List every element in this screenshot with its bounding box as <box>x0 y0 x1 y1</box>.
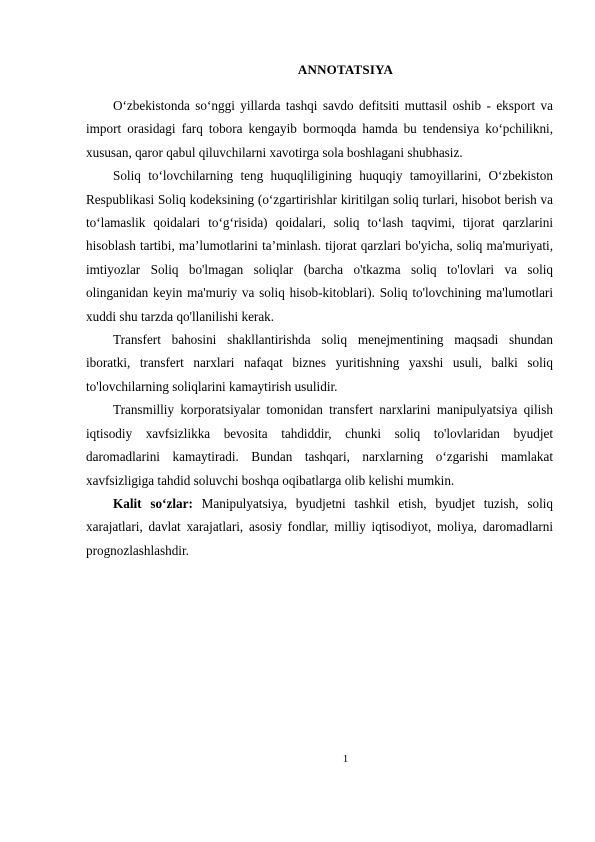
keywords-text: Manipulyatsiya, byudjetni tashkil etish, byudjet tuzish, soliq xarajatlari, davlat xarajatlari, asosiy fondlar, milliy iqtisodiyot, moliya, daromadlarni prognozlashlashdir. <box>86 495 554 558</box>
keywords-paragraph <box>86 492 553 562</box>
abstract-paragraph-2: Soliq to‘lovchilarning teng huquqliligining huquqiy tamoyillarini, O‘zbekiston Respublikasi Soliq kodeksining (o‘zgartirishlar kiritilgan soliq turlari, hisobot berish va to‘lamaslik qoidalari to‘g‘risida) qoidalari, soliq to‘lash taqvimi, tijorat qarzlarini hisoblash tartibi, ma’lumotlarini ta’minlash. tijorat qarzlari bo'yicha, soliq ma'muriyati, imtiyozlar Soliq bo'lmagan soliqlar (barcha o'tkazma soliq to'lovlari va soliq olinganidan keyin ma'muriy va soliq hisob-kitoblari). Soliq to'lovchining ma'lumotlari xuddi shu tarzda qo'llanilishi kerak. <box>86 168 553 324</box>
document-title: ANNOTATSIYA <box>297 62 394 77</box>
abstract-paragraph-4: Transmilliy korporatsiyalar tomonidan transfert narxlarini manipulyatsiya qilish iqtisodiy xavfsizlikka bevosita tahdiddir, chunki soliq to'lovlaridan byudjet daromadlarini kamaytiradi. Bundan tashqari, narxlarning o‘zgarishi mamlakat xavfsizligiga tahdid soluvchi boshqa oqibatlarga olib kelishi mumkin. <box>86 402 553 488</box>
page-number: 1 <box>342 753 349 765</box>
abstract-paragraph-1: O‘zbekistonda so‘nggi yillarda tashqi savdo defitsiti muttasil oshib - eksport va import orasidagi farq tobora kengayib bormoqda hamda bu tendensiya ko‘pchilikni, xususan, qaror qabul qiluvchilarni xavotirga sola boshlagani shubhasiz. <box>86 98 553 160</box>
keywords-label: Kalit so‘zlar: <box>113 495 193 511</box>
abstract-body <box>86 94 553 562</box>
abstract-paragraph-3: Transfert bahosini shakllantirishda soliq menejmentining maqsadi shundan iboratki, transfert narxlari nafaqat biznes yuritishning yaxshi usuli, balki soliq to'lovchilarning soliqlarini kamaytirish usulidir. <box>86 332 553 394</box>
